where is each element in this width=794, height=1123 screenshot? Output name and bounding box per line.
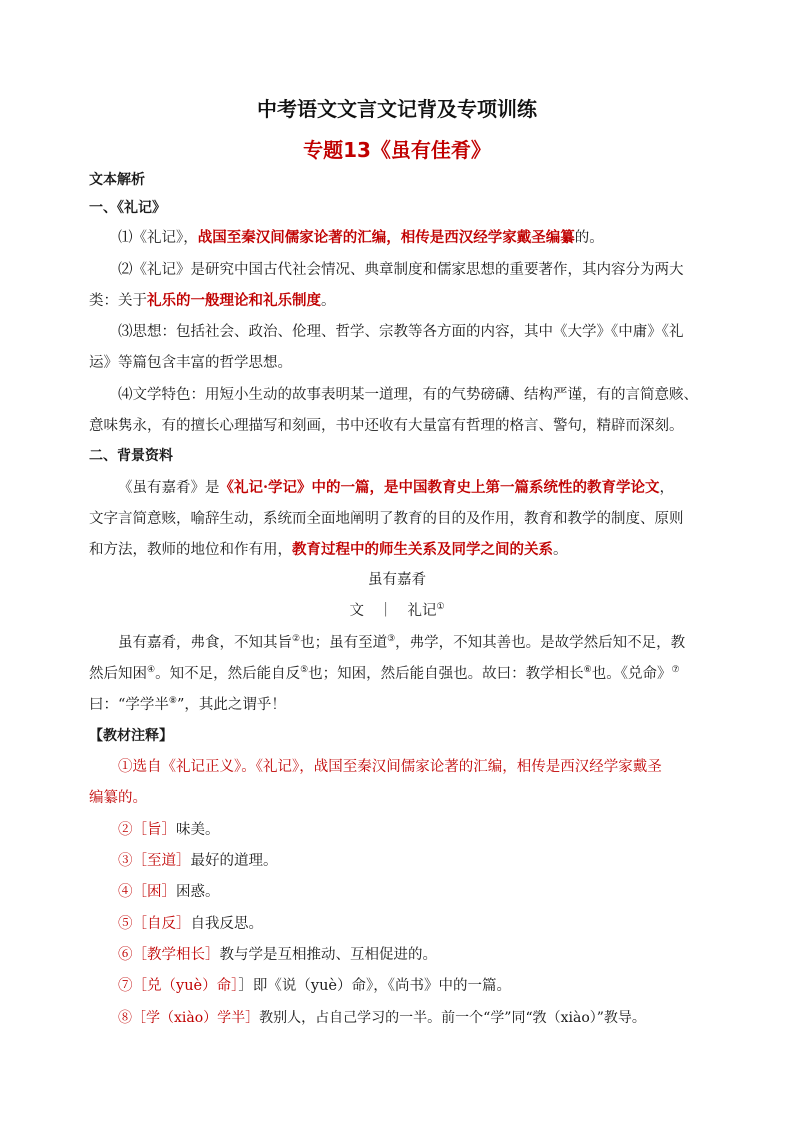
footnote-ref-1[interactable]: ①: [436, 602, 445, 612]
footnote-ref-4[interactable]: ④: [147, 665, 156, 675]
background-line-3-tail: 。: [553, 542, 568, 558]
footnote-ref-6[interactable]: ⑥: [583, 665, 592, 675]
text-line-3-part-b: ”，其此之谓乎！: [177, 697, 286, 713]
text-line-3: [89, 695, 286, 715]
footnote-ref-7[interactable]: ⑦: [671, 665, 680, 675]
text-line-1: [118, 633, 685, 653]
note-8-definition: 教别人，占自己学习的一半。前一个“学”同“敩（xiào）”教导。: [259, 1010, 646, 1026]
paragraph-1-highlight: 战国至秦汉间儒家论著的汇编，相传是西汉经学家戴圣编纂: [197, 229, 575, 246]
section-heading-analysis: 文本解析: [89, 172, 145, 188]
note-5-definition: 自我反思。: [190, 916, 263, 932]
note-5-term: ⑤［自反］: [118, 916, 191, 932]
note-7-term: ⑦［兑（yuè）命］: [118, 978, 239, 994]
note-2-definition: 味美。: [176, 822, 220, 838]
footnote-ref-2[interactable]: ②: [292, 634, 301, 644]
paragraph-2-highlight: 礼乐的一般理论和礼乐制度: [147, 292, 321, 309]
note-7: [118, 976, 511, 996]
background-highlight-1: 《礼记·学记》中的一篇，是中国教育史上第一篇系统性的教育学论文: [219, 479, 660, 496]
paragraph-3-line-2: 运》等篇包含丰富的哲学思想。: [89, 355, 292, 371]
page-subtitle: 专题13《虽有佳肴》: [303, 138, 491, 162]
note-8: [118, 1008, 646, 1028]
note-5: [118, 914, 263, 934]
note-8-term: ⑧［学（xiào）学半］: [118, 1010, 260, 1026]
paragraph-2-line-1: ⑵《礼记》是研究中国古代社会情况、典章制度和儒家思想的重要著作，其内容分为两大: [118, 262, 684, 278]
byline-text: 文 ｜ 礼记: [349, 603, 437, 619]
paragraph-2-line-2: [89, 291, 336, 311]
section-title-liji: 一、《礼记》: [89, 200, 166, 216]
note-4: [118, 882, 220, 902]
text-byline: [0, 601, 794, 621]
note-3-term: ③［至道］: [118, 853, 191, 869]
page-title: 中考语文文言文记背及专项训练: [257, 97, 537, 121]
paragraph-1-lead: ⑴《礼记》，: [118, 230, 198, 246]
note-6-definition: 教与学是互相推动、互相促进的。: [219, 947, 437, 963]
note-3-definition: 最好的道理。: [190, 853, 278, 869]
paragraph-1-tail: 的。: [574, 230, 604, 246]
paragraph-4-line-1: ⑷文学特色：用短小生动的故事表明某一道理，有的气势磅礴、结构严谨，有的言简意赅、: [118, 387, 698, 403]
section-title-background: 二、背景资料: [89, 448, 173, 464]
paragraph-4-line-2: 意味隽永，有的擅长心理描写和刻画，书中还收有大量富有哲理的格言、警句，精辟而深刻。: [89, 418, 684, 434]
footnote-ref-8[interactable]: ⑧: [168, 696, 177, 706]
text-line-2-part-a: 然后知困: [89, 666, 147, 682]
paragraph-3-line-1: ⑶思想：包括社会、政治、伦理、哲学、宗教等各方面的内容，其中《大学》《中庸》《礼: [118, 324, 684, 340]
note-2: [118, 820, 220, 840]
note-1-line-1: ①选自《礼记正义》。《礼记》，战国至秦汉间儒家论著的汇编，相传是西汉经学家戴圣: [118, 759, 662, 775]
background-highlight-2: 教育过程中的师生关系及同学之间的关系: [292, 541, 553, 558]
note-3: [118, 851, 278, 871]
footnote-ref-5[interactable]: ⑤: [300, 665, 309, 675]
footnote-ref-3[interactable]: ③: [387, 634, 396, 644]
text-line-3-part-a: 曰：“学学半: [89, 697, 169, 713]
note-6-term: ⑥［教学相长］: [118, 947, 220, 963]
notes-heading: 【教材注释】: [89, 728, 173, 744]
background-line-2: 文字言简意赅，喻辞生动，系统而全面地阐明了教育的目的及作用，教育和教学的制度、原则: [89, 511, 684, 527]
background-line-1: [118, 478, 674, 498]
paragraph-2-lead: 类：关于: [89, 293, 147, 309]
note-4-term: ④［困］: [118, 884, 176, 900]
paragraph-1: [118, 228, 604, 248]
note-6: [118, 945, 437, 965]
note-4-definition: 困惑。: [176, 884, 220, 900]
background-line-3: [89, 540, 568, 560]
text-line-2-part-b: 。知不足，然后能自反: [155, 666, 301, 682]
note-2-term: ②［旨］: [118, 822, 176, 838]
background-line-3-lead: 和方法，教师的地位和作有用，: [89, 542, 292, 558]
note-1-line-2: 编纂的。: [89, 790, 147, 806]
text-line-2-part-d: 也。《兑命》: [591, 666, 672, 682]
paragraph-2-tail: 。: [321, 293, 336, 309]
note-7-definition: ］即《说（yuè）命》，《尚书》中的一篇。: [238, 978, 511, 994]
text-line-2-part-c: 也；知困，然后能自强也。故曰：教学相长: [308, 666, 584, 682]
text-line-1-part-a: 虽有嘉肴，弗食，不知其旨: [118, 635, 292, 651]
text-line-1-part-b: 也；虽有至道: [300, 635, 388, 651]
text-line-1-part-c: ，弗学，不知其善也。是故学然后知不足，教: [395, 635, 686, 651]
background-lead: 《虽有嘉肴》是: [118, 480, 220, 496]
background-comma: ，: [659, 480, 675, 496]
text-line-2: [89, 664, 680, 684]
text-title: 虽有嘉肴: [368, 572, 426, 588]
